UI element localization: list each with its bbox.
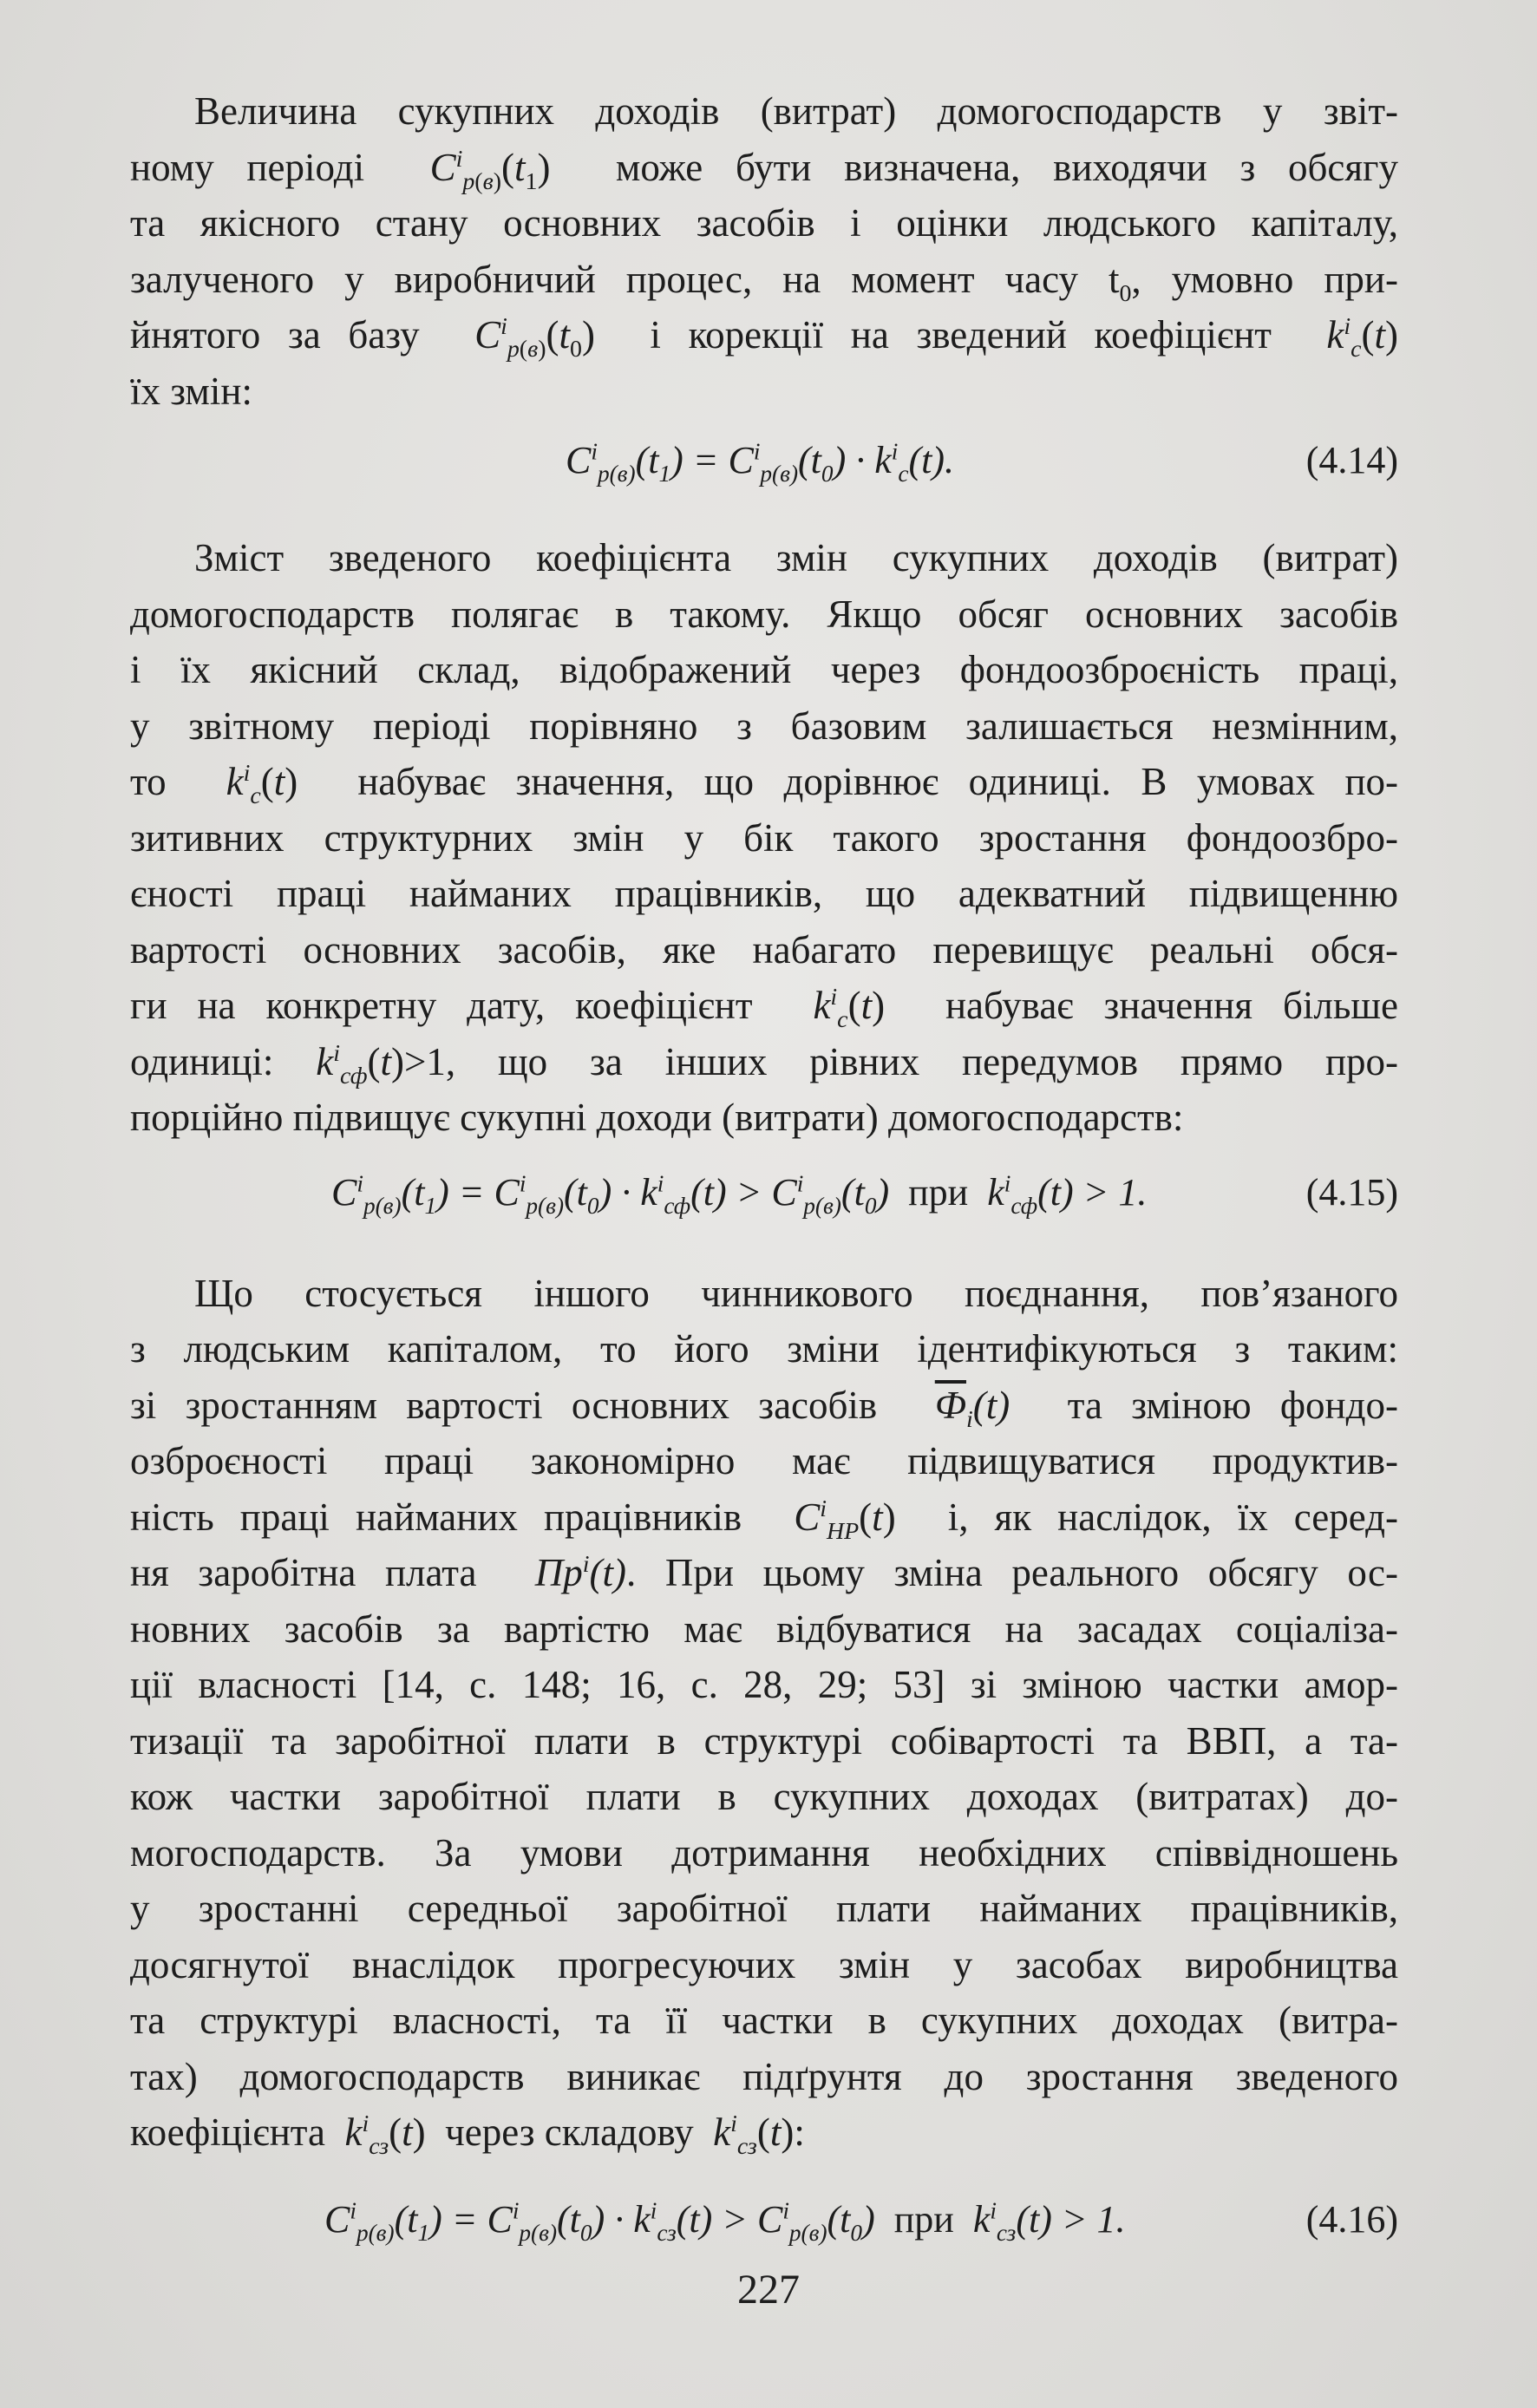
page-number: 227 <box>737 2267 800 2313</box>
text-line: зі зростанням вартості основних засобів $Ф_i(t)$ та зміною фондо- <box>130 1383 1399 1433</box>
text-line: тах) домогосподарств виникає підґрунтя до зростання зведеного <box>130 2054 1398 2098</box>
text-line: коефіцієнта $k^i_{сз}(t)$ через складову $k^i_{сз}(t)$: <box>130 2110 805 2160</box>
paragraph-2 <box>130 530 1398 1146</box>
text-line: йнятого за базу $C^i_{p(в)}(t_0)$ і корекції на зведений коефіцієнт $k^i_c(t)$ <box>130 313 1399 363</box>
text-line: домогосподарств полягає в такому. Якщо обсяг основних засобів <box>130 592 1398 636</box>
formula-4-14 <box>130 419 1398 530</box>
formula-4-15 <box>130 1146 1398 1257</box>
text-line: їх змін: <box>130 369 252 413</box>
text-line: Зміст зведеного коефіцієнта змін сукупних доходів (витрат) <box>194 536 1398 579</box>
text-line: могосподарств. За умови дотримання необхідних співвідношень <box>130 1830 1398 1875</box>
text-line: ному періоді $C^i_{p(в)}(t_1)$ може бути визначена, виходячи з обсягу <box>130 145 1398 195</box>
text-line: ції власності [14, с. 148; 16, с. 28, 29; 53] зі зміною частки амор- <box>130 1663 1398 1706</box>
text-line: та структурі власності, та її частки в сукупних доходах (витра- <box>130 1999 1398 2042</box>
text-line: ність праці найманих працівників $C^i_{HP}(t)$ і, як наслідок, їх серед- <box>130 1495 1398 1545</box>
text-line: у зростанні середньої заробітної плати найманих працівників, <box>130 1887 1398 1930</box>
formula-4-16 <box>130 2161 1398 2272</box>
text-line: одиниці: $k^i_{сф}(t)>1$, що за інших рівних передумов прямо про- <box>130 1039 1399 1089</box>
text-line: Величина сукупних доходів (витрат) домогосподарств у звіт- <box>194 89 1398 133</box>
formula-expression: $C^i_{p(в)}(t_1) = C^i_{p(в)}(t_0) \cdot k^i_{сф}(t) > C^i_{p(в)}(t_0)$ при $k^i_{сф}(t) > 1$. <box>331 1169 1148 1219</box>
text-line: порційно підвищує сукупні доходи (витрати) домогосподарств: <box>130 1096 1184 1139</box>
text-line: ня заробітна плата $Пр^i(t)$. При цьому зміна реального обсягу ос- <box>130 1551 1399 1594</box>
text-line: зитивних структурних змін у бік такого зростання фондоозбро- <box>130 815 1398 860</box>
text-line: кож частки заробітної плати в сукупних доходах (витратах) до- <box>130 1775 1398 1818</box>
text-line: залученого у виробничий процес, на момент часу $t_0$, умовно при- <box>130 257 1398 307</box>
formula-expression: $C^i_{p(в)}(t_1) = C^i_{p(в)}(t_0) \cdot k^i_c(t)$. <box>566 438 954 487</box>
text-line: з людським капіталом, то його зміни ідентифікуються з таким: <box>130 1327 1398 1371</box>
text-line: тизації та заробітної плати в структурі собівартості та ВВП, а та- <box>130 1718 1398 1763</box>
text-line: ги на конкретну дату, коефіцієнт $k^i_c(t)$ набуває значення більше <box>130 984 1398 1033</box>
formula-expression: $C^i_{p(в)}(t_1) = C^i_{p(в)}(t_0) \cdot k^i_{сз}(t) > C^i_{p(в)}(t_0)$ при $k^i_{сз}(t) > 1$. <box>324 2196 1126 2246</box>
text-line: Що стосується іншого чинникового поєднання, пов’язаного <box>194 1271 1398 1315</box>
text-line: досягнутої внаслідок прогресуючих змін у засобах виробництва <box>130 1942 1398 1986</box>
text-line: озброєності праці закономірно має підвищуватися продуктив- <box>130 1439 1398 1482</box>
paragraph-3 <box>130 1266 1398 2161</box>
text-line: новних засобів за вартістю має відбуватися на засадах соціаліза- <box>130 1606 1398 1651</box>
text-line: у звітному періоді порівняно з базовим залишається незмінним, <box>130 703 1398 748</box>
text-line: вартості основних засобів, яке набагато перевищує реальні обся- <box>130 927 1398 972</box>
formula-number: (4.16) <box>1305 2197 1398 2241</box>
text-line: єності праці найманих працівників, що адекватний підвищенню <box>130 872 1398 915</box>
paragraph-1 <box>130 83 1398 419</box>
text-line: і їх якісний склад, відображений через фондоозброєність праці, <box>130 648 1398 691</box>
formula-number: (4.14) <box>1305 439 1398 481</box>
page-content <box>130 83 1398 2272</box>
text-line: то $k^i_c(t)$ набуває значення, що дорівнює одиниці. В умовах по- <box>130 760 1399 809</box>
formula-number: (4.15) <box>1305 1170 1398 1214</box>
text-line: та якісного стану основних засобів і оцінки людського капіталу, <box>130 201 1398 245</box>
